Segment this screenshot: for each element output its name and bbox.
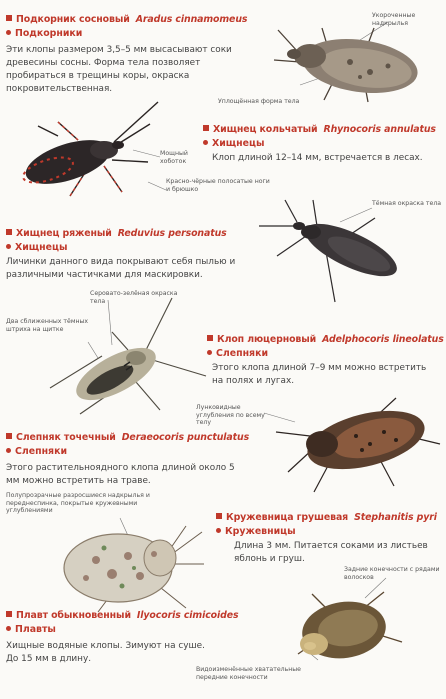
entry-4-title: [207, 334, 444, 345]
entry-3-text: Личинки данного вида покрывают себя пылью и различными частичками для маскировки.: [6, 257, 236, 280]
entry-7-latin: Ilyocoris cimicoides: [136, 610, 239, 621]
square-bullet-icon: [6, 15, 12, 21]
entry-6-family: [216, 526, 296, 537]
entry-4-name: Клоп люцерновый: [217, 334, 317, 345]
entry-7-family: [6, 624, 56, 635]
entry-5-name: Слепняк точечный: [16, 432, 116, 443]
entry-1-family-label: Подкорники: [15, 28, 83, 39]
callout-temnaya: Тёмная окраска тела: [372, 200, 442, 207]
square-bullet-icon: [216, 513, 222, 519]
saucer-bug-image: [288, 588, 406, 672]
square-bullet-icon: [207, 335, 213, 341]
entry-5-family: [6, 446, 67, 457]
dotted-plant-bug-image: [270, 392, 446, 496]
entry-3-latin: Reduvius personatus: [117, 228, 227, 239]
callout-uploshchennaya: Уплощённая форма тела: [218, 98, 300, 105]
callout-vidoizmenennye: Видоизменённые хватательные передние конечности: [196, 666, 301, 681]
dot-bullet-icon: [216, 528, 221, 533]
entry-4-latin: Adelphocoris lineolatus: [322, 334, 444, 345]
entry-6-latin: Stephanitis pyri: [354, 512, 437, 523]
callout-zadnie: Задние конечности с рядами волосков: [344, 566, 440, 581]
entry-4-text: Этого клопа длиной 7–9 мм можно встретить на полях и лугах.: [212, 363, 427, 386]
entry-7-text: Хищные водяные клопы. Зимуют на суше. До 15 мм в длину.: [6, 641, 205, 664]
square-bullet-icon: [6, 611, 12, 617]
pear-lace-bug-image: [56, 524, 206, 614]
square-bullet-icon: [203, 125, 209, 131]
entry-3-family-label: Хищнецы: [15, 242, 68, 253]
entry-5-text: Этого растительноядного клопа длиной около 5 мм можно встретить на траве.: [6, 463, 235, 486]
entry-6-text: Длина 3 мм. Питается соками из листьев яблонь и груш.: [234, 541, 428, 564]
entry-2-text: Клоп длиной 12–14 мм, встречается в лесах.: [212, 153, 423, 163]
dot-bullet-icon: [6, 30, 11, 35]
entry-4-family: [207, 348, 268, 359]
entry-1-family: [6, 28, 82, 39]
dot-bullet-icon: [6, 244, 11, 249]
callout-poluprozrachnye: Полупрозрачные разросшиеся надкрылья и переднеспинка, покрытые кружевными углублениями: [6, 492, 150, 515]
masked-hunter-image: [255, 196, 415, 306]
entry-4-family-label: Слепняки: [216, 348, 269, 359]
callout-serovato: Серовато-зелёная окраска тела: [90, 290, 178, 305]
entry-2-title: [203, 124, 436, 135]
callout-ukorochennye: Укороченные надкрылья: [372, 12, 416, 27]
alfalfa-plant-bug-image: [40, 296, 210, 416]
callout-moshchny: Мощный хоботок: [160, 150, 188, 165]
entry-5-title: [6, 432, 249, 443]
entry-6-family-label: Кружевницы: [225, 526, 296, 537]
callout-lunkovidnye: Лунковидные углубления по всему телу: [196, 404, 265, 427]
entry-3-name: Хищнец ряженый: [16, 228, 112, 239]
entry-7-name: Плавт обыкновенный: [16, 610, 131, 621]
square-bullet-icon: [6, 433, 12, 439]
dot-bullet-icon: [6, 448, 11, 453]
entry-6-title: [216, 512, 437, 523]
dot-bullet-icon: [207, 350, 212, 355]
entry-5-family-label: Слепняки: [15, 446, 68, 457]
dot-bullet-icon: [6, 626, 11, 631]
callout-dva: Два сближенных тёмных штриха на щитке: [6, 318, 89, 333]
entry-2-family: [203, 138, 264, 149]
callout-krasno: Красно-чёрные полосатые ноги и брюшко: [166, 178, 270, 193]
entry-1-text: Эти клопы размером 3,5–5 мм высасывают соки древесины сосны. Форма тела позволяет пробираться в трещины коры, окраска покровительственная.: [6, 45, 232, 94]
entry-1-latin: Aradus cinnamomeus: [135, 14, 248, 25]
entry-5-latin: Deraeocoris punctulatus: [121, 432, 250, 443]
dot-bullet-icon: [203, 140, 208, 145]
entry-2-latin: Rhynocoris annulatus: [323, 124, 436, 135]
entry-3-family: [6, 242, 67, 253]
entry-2-name: Хищнец кольчатый: [213, 124, 318, 135]
entry-7-title: [6, 610, 238, 621]
entry-3-title: [6, 228, 227, 239]
entry-7-family-label: Плавты: [15, 624, 56, 635]
entry-2-family-label: Хищнецы: [212, 138, 265, 149]
entry-1-title: [6, 14, 247, 25]
pine-bark-bug-image: [270, 22, 430, 104]
entry-1-name: Подкорник сосновый: [16, 14, 130, 25]
square-bullet-icon: [6, 229, 12, 235]
entry-6-name: Кружевница грушевая: [226, 512, 349, 523]
ringed-assassin-bug-image: [18, 100, 168, 200]
